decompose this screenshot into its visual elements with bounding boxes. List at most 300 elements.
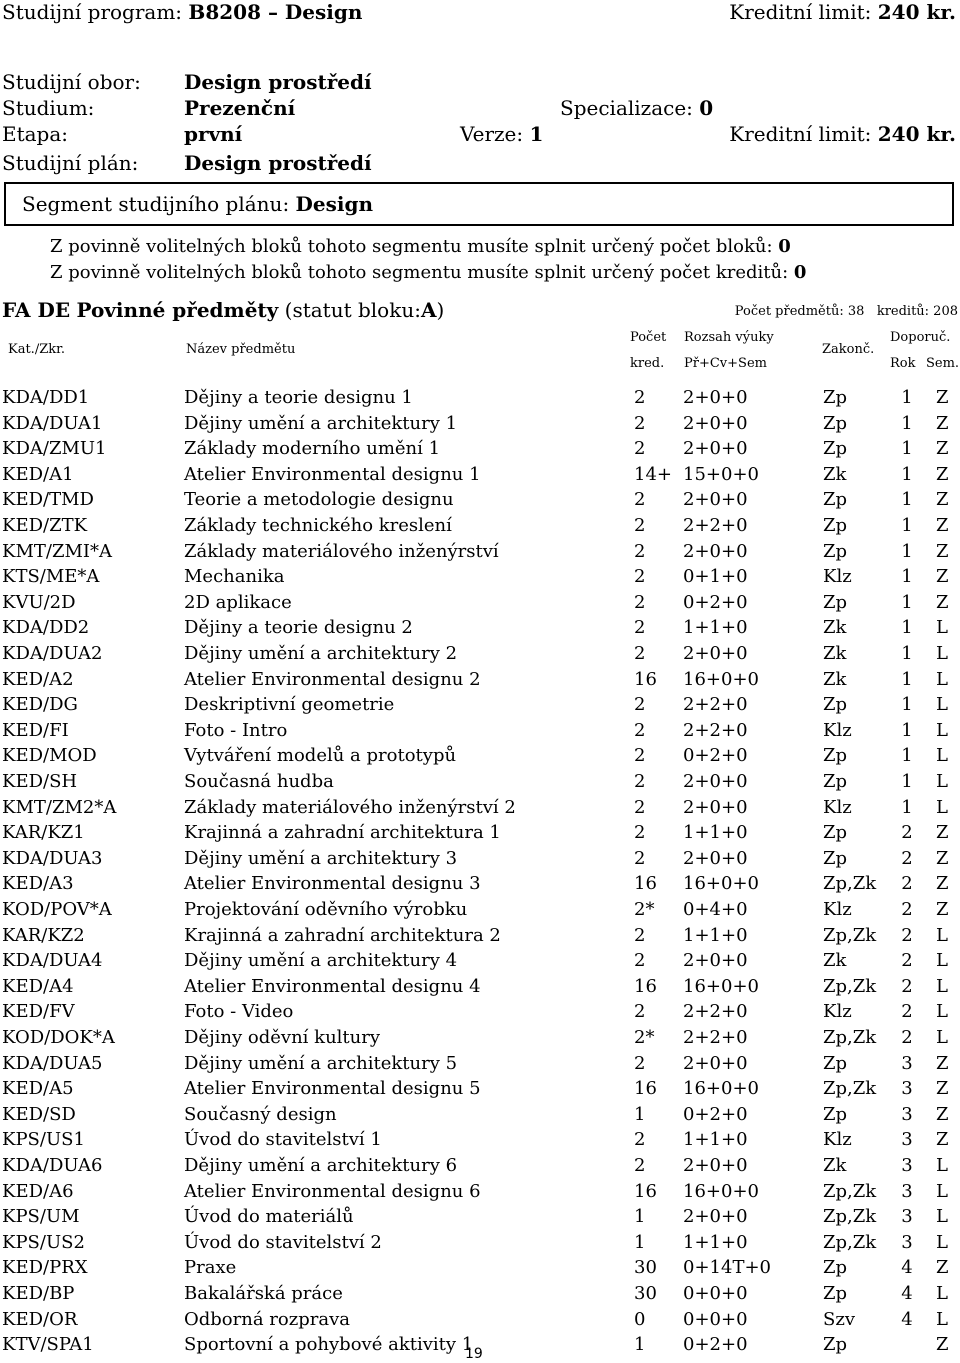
course-year: 1 [901,668,913,690]
course-name: Atelier Environmental designu 3 [184,873,481,895]
course-completion: Zp [823,591,848,613]
table-row [0,897,960,922]
course-credits: 2 [634,387,646,408]
course-credits: 2 [634,847,646,869]
table-row [0,999,960,1024]
col-zakonc: Zakonč. [822,342,875,357]
course-scope: 2+0+0 [683,540,748,562]
course-scope: 2+0+0 [683,1155,748,1176]
obor-label: Studijní obor: [2,70,141,94]
course-scope: 0+4+0 [683,899,748,920]
course-code: KDA/DUA1 [2,412,103,434]
course-code: KED/A1 [2,463,74,485]
course-scope: 1+1+0 [683,822,748,844]
course-code: KDA/DD1 [2,387,90,408]
block-credits: kreditů: 208 [876,304,958,319]
course-semester: Z [936,489,949,511]
course-year: 1 [901,591,913,613]
course-credits: 2 [634,438,646,460]
table-row [0,1076,960,1101]
course-name: Dějiny umění a architektury 5 [184,1052,458,1074]
table-row [0,692,960,717]
col-doporuc: Doporuč. [890,330,951,345]
course-year: 1 [901,643,913,664]
credit-limit2-value: 240 kr. [877,122,956,146]
course-year: 1 [901,745,913,767]
credit-limit-top [729,0,956,24]
course-year: 2 [901,924,913,946]
course-scope: 2+2+0 [683,694,748,716]
course-semester: L [936,796,948,818]
course-year: 2 [901,950,913,972]
course-credits: 2 [634,950,646,972]
course-name: Atelier Environmental designu 6 [184,1180,481,1202]
segment-title [22,192,373,216]
table-row [0,1127,960,1152]
studium-label: Studium: [2,96,95,120]
course-completion: Zp [823,1052,848,1074]
course-completion: Zk [823,950,847,972]
course-completion: Zp [823,771,848,792]
course-year: 2 [901,847,913,869]
course-scope: 2+0+0 [683,643,748,664]
course-code: KDA/DUA4 [2,950,103,972]
table-row [0,487,960,512]
course-scope: 0+1+0 [683,566,748,588]
course-credits: 2 [634,566,646,588]
course-semester: L [936,617,948,639]
course-scope: 16+0+0 [683,1180,759,1202]
course-completion: Zp [823,822,848,844]
course-semester: L [936,745,948,767]
course-semester: L [936,924,948,946]
course-scope: 0+2+0 [683,591,748,613]
course-semester: Z [936,822,949,844]
course-name: Základy technického kreslení [184,515,452,536]
course-semester: L [936,1155,948,1176]
table-row [0,948,960,973]
course-year: 4 [901,1257,913,1279]
block-code: FA DE [2,298,71,322]
course-credits: 16 [634,668,657,690]
course-semester: Z [936,540,949,562]
course-name: Dějiny umění a architektury 6 [184,1155,458,1176]
course-name: Úvod do stavitelství 2 [184,1231,382,1253]
course-scope: 2+0+0 [683,796,748,818]
col-rozsah: Rozsah výuky [684,330,774,345]
studium-value: Prezenční [184,96,296,120]
credit-limit-label: Kreditní limit: [729,0,872,24]
block-summary [735,304,958,320]
credit-limit-value: 240 kr. [877,0,956,24]
course-scope: 2+0+0 [683,438,748,460]
course-scope: 16+0+0 [683,668,759,690]
course-credits: 2 [634,489,646,511]
course-year: 1 [901,694,913,716]
course-completion: Zp [823,1334,848,1356]
credit-limit-etapa [729,122,956,146]
table-row [0,462,960,487]
course-name: Foto - Video [184,1001,294,1023]
course-name: Atelier Environmental designu 1 [184,463,481,485]
note-blocks [50,236,791,258]
course-code: KPS/UM [2,1206,80,1228]
obor-value: Design prostředí [184,70,372,94]
course-semester: L [936,1231,948,1253]
course-code: KED/PRX [2,1257,88,1279]
course-semester: Z [936,591,949,613]
course-name: Krajinná a zahradní architektura 2 [184,924,501,946]
course-credits: 2 [634,771,646,792]
block-status-label: (statut bloku: [284,298,421,322]
course-scope: 2+2+0 [683,1027,748,1048]
course-name: Základy materiálového inženýrství [184,540,499,562]
course-credits: 2 [634,617,646,639]
course-year: 1 [901,540,913,562]
course-completion: Zp [823,412,848,434]
table-row [0,385,960,410]
course-name: Dějiny oděvní kultury [184,1027,381,1048]
course-code: KED/A4 [2,975,74,997]
course-credits: 2 [634,643,646,664]
course-completion: Zp [823,745,848,767]
course-code: KPS/US1 [2,1129,85,1151]
course-code: KED/ZTK [2,515,88,536]
course-credits: 2 [634,924,646,946]
table-row [0,1204,960,1229]
col-sem: Sem. [926,356,960,371]
course-completion: Zp,Zk [823,924,877,946]
table-row [0,718,960,743]
course-credits: 2 [634,745,646,767]
course-semester: L [936,975,948,997]
course-completion: Zp,Zk [823,1231,877,1253]
course-year: 1 [901,515,913,536]
course-code: KED/TMD [2,489,94,511]
course-completion: Zp,Zk [823,1180,877,1202]
block-status-value: A [420,298,437,322]
course-scope: 1+1+0 [683,1129,748,1151]
credit-limit2-label: Kreditní limit: [729,122,872,146]
course-scope: 16+0+0 [683,873,759,895]
plan-value: Design prostředí [184,151,372,175]
course-name: Dějiny umění a architektury 2 [184,643,458,664]
table-row [0,1255,960,1280]
course-code: KOD/POV*A [2,899,112,920]
course-credits: 1 [634,1334,646,1356]
table-row [0,1025,960,1050]
table-row [0,641,960,666]
block-name: Povinné předměty [76,298,279,322]
course-scope: 16+0+0 [683,975,759,997]
col-kred: kred. [630,356,665,371]
course-scope: 16+0+0 [683,1078,759,1100]
table-row [0,769,960,794]
course-credits: 16 [634,1078,657,1100]
course-year: 4 [901,1283,913,1304]
course-scope: 0+0+0 [683,1308,748,1330]
course-year: 2 [901,873,913,895]
table-row [0,923,960,948]
course-name: Atelier Environmental designu 2 [184,668,481,690]
specializace-value: 0 [699,96,714,120]
plan-label: Studijní plán: [2,151,139,175]
course-name: Dějiny umění a architektury 4 [184,950,458,972]
course-name: Dějiny umění a architektury 1 [184,412,458,434]
course-completion: Klz [823,899,852,920]
course-name: 2D aplikace [184,591,292,613]
course-name: Odborná rozprava [184,1308,350,1330]
course-completion: Zp [823,540,848,562]
verze-label: Verze: [460,122,524,146]
col-nazev: Název předmětu [186,342,296,357]
course-code: KED/A3 [2,873,74,895]
course-code: KDA/DUA5 [2,1052,103,1074]
course-scope: 2+2+0 [683,719,748,741]
course-code: KED/FV [2,1001,75,1023]
course-completion: Zk [823,668,847,690]
course-year: 3 [901,1129,913,1151]
course-name: Základy materiálového inženýrství 2 [184,796,516,818]
course-scope: 2+2+0 [683,1001,748,1023]
course-code: KED/DG [2,694,78,716]
course-year: 1 [901,617,913,639]
course-credits: 2* [634,1027,655,1048]
course-semester: L [936,950,948,972]
table-row [0,1102,960,1127]
course-semester: L [936,1308,948,1330]
course-code: KDA/DUA3 [2,847,103,869]
course-semester: Z [936,1129,949,1151]
course-completion: Zp [823,489,848,511]
col-rok: Rok [890,356,916,371]
course-year: 4 [901,1308,913,1330]
table-row [0,1179,960,1204]
course-year: 3 [901,1052,913,1074]
course-name: Úvod do stavitelství 1 [184,1129,382,1151]
course-code: KAR/KZ1 [2,822,85,844]
course-semester: L [936,771,948,792]
table-row [0,846,960,871]
course-credits: 1 [634,1103,646,1125]
course-code: KED/A5 [2,1078,74,1100]
course-semester: Z [936,1103,949,1125]
course-code: KDA/DUA2 [2,643,103,664]
course-name: Úvod do materiálů [184,1206,354,1228]
course-year: 3 [901,1206,913,1228]
course-semester: L [936,1001,948,1023]
note-blocks-text: Z povinně volitelných bloků tohoto segmentu musíte splnit určený počet bloků: [50,236,773,257]
course-year: 1 [901,771,913,792]
table-row [0,667,960,692]
course-year: 3 [901,1155,913,1176]
block-count: Počet předmětů: 38 [734,304,865,319]
course-name: Současný design [184,1103,337,1125]
course-completion: Zp,Zk [823,873,877,895]
course-year: 1 [901,566,913,588]
course-credits: 2 [634,591,646,613]
course-year: 2 [901,899,913,920]
course-completion: Zp,Zk [823,975,877,997]
course-year: 2 [901,975,913,997]
course-code: KED/MOD [2,745,97,767]
course-scope: 2+0+0 [683,771,748,792]
program-label: Studijní program: [2,0,183,24]
table-row [0,1281,960,1306]
course-semester: Z [936,566,949,588]
course-credits: 2 [634,1155,646,1176]
note-credits-value: 0 [793,262,807,283]
course-code: KED/SD [2,1103,76,1125]
course-credits: 30 [634,1257,657,1279]
note-blocks-value: 0 [778,236,791,257]
course-code: KDA/DUA6 [2,1155,103,1176]
course-name: Vytváření modelů a prototypů [184,745,457,767]
program-line [2,0,362,24]
course-year: 1 [901,796,913,818]
block-title [2,298,444,322]
course-scope: 2+0+0 [683,1052,748,1074]
course-semester: Z [936,387,949,408]
course-completion: Zp [823,438,848,460]
course-name: Dějiny umění a architektury 3 [184,847,458,869]
specializace [560,96,713,120]
note-credits [50,262,806,284]
course-credits: 2 [634,822,646,844]
course-completion: Zp,Zk [823,1027,877,1048]
course-year: 1 [901,412,913,434]
course-completion: Klz [823,1001,852,1023]
course-scope: 2+0+0 [683,412,748,434]
course-semester: Z [936,899,949,920]
course-code: KMT/ZMI*A [2,540,112,562]
specializace-label: Specializace: [560,96,693,120]
table-row [0,513,960,538]
course-semester: L [936,1283,948,1304]
course-scope: 2+0+0 [683,387,748,408]
course-credits: 2* [634,899,655,920]
course-scope: 0+2+0 [683,1334,748,1356]
course-name: Deskriptivní geometrie [184,694,395,716]
course-scope: 2+0+0 [683,1206,748,1228]
course-name: Krajinná a zahradní architektura 1 [184,822,501,844]
course-semester: L [936,1180,948,1202]
course-completion: Zk [823,617,847,639]
course-scope: 1+1+0 [683,924,748,946]
course-credits: 2 [634,1129,646,1151]
table-row [0,974,960,999]
course-semester: Z [936,1257,949,1279]
course-completion: Klz [823,566,852,588]
course-name: Základy moderního umění 1 [184,438,441,460]
course-name: Dějiny a teorie designu 2 [184,617,413,639]
course-semester: Z [936,463,949,485]
course-scope: 0+2+0 [683,745,748,767]
course-completion: Zp [823,694,848,716]
course-year: 2 [901,1027,913,1048]
course-scope: 0+2+0 [683,1103,748,1125]
course-year: 1 [901,719,913,741]
course-scope: 0+14T+0 [683,1257,771,1279]
page-number: 19 [465,1346,483,1362]
table-row [0,1051,960,1076]
course-name: Současná hudba [184,771,334,792]
course-code: KED/SH [2,771,78,792]
course-completion: Zp,Zk [823,1206,877,1228]
course-semester: L [936,1206,948,1228]
table-row [0,564,960,589]
course-code: KMT/ZM2*A [2,796,117,818]
course-credits: 2 [634,796,646,818]
course-year: 3 [901,1180,913,1202]
course-year: 1 [901,489,913,511]
course-name: Projektování oděvního výrobku [184,899,468,920]
course-name: Sportovní a pohybové aktivity 1 [184,1334,474,1356]
course-completion: Zk [823,463,847,485]
course-scope: 2+2+0 [683,515,748,536]
table-row [0,1153,960,1178]
course-code: KTS/ME*A [2,566,100,588]
course-name: Foto - Intro [184,719,288,741]
program-value: B8208 – Design [188,0,363,24]
course-credits: 16 [634,873,657,895]
table-row [0,539,960,564]
course-completion: Klz [823,719,852,741]
course-scope: 0+0+0 [683,1283,748,1304]
table-row [0,1307,960,1332]
course-semester: L [936,694,948,716]
table-row [0,743,960,768]
course-semester: Z [936,1334,949,1356]
verze-value: 1 [529,122,544,146]
etapa-label: Etapa: [2,122,69,146]
course-credits: 2 [634,412,646,434]
course-code: KED/FI [2,719,69,741]
course-semester: L [936,719,948,741]
col-prcvsem: Př+Cv+Sem [684,356,767,371]
course-completion: Zp [823,387,848,408]
table-row [0,1230,960,1255]
course-code: KED/BP [2,1283,75,1304]
course-credits: 0 [634,1308,646,1330]
table-row [0,871,960,896]
course-semester: Z [936,515,949,536]
course-credits: 14+ [634,463,672,485]
course-completion: Zp [823,1283,848,1304]
course-year: 1 [901,463,913,485]
col-pocet: Počet [630,330,667,345]
course-credits: 16 [634,1180,657,1202]
course-code: KVU/2D [2,591,76,613]
course-completion: Zp [823,847,848,869]
course-credits: 2 [634,694,646,716]
course-name: Teorie a metodologie designu [184,489,454,511]
course-year: 1 [901,438,913,460]
course-name: Dějiny a teorie designu 1 [184,387,413,408]
course-completion: Zk [823,643,847,664]
table-row [0,795,960,820]
table-row [0,411,960,436]
course-code: KOD/DOK*A [2,1027,115,1048]
course-semester: Z [936,412,949,434]
course-year: 2 [901,822,913,844]
course-code: KED/A2 [2,668,74,690]
course-code: KDA/ZMU1 [2,438,107,460]
course-completion: Zp [823,515,848,536]
course-credits: 2 [634,1052,646,1074]
course-credits: 2 [634,719,646,741]
course-name: Atelier Environmental designu 5 [184,1078,481,1100]
